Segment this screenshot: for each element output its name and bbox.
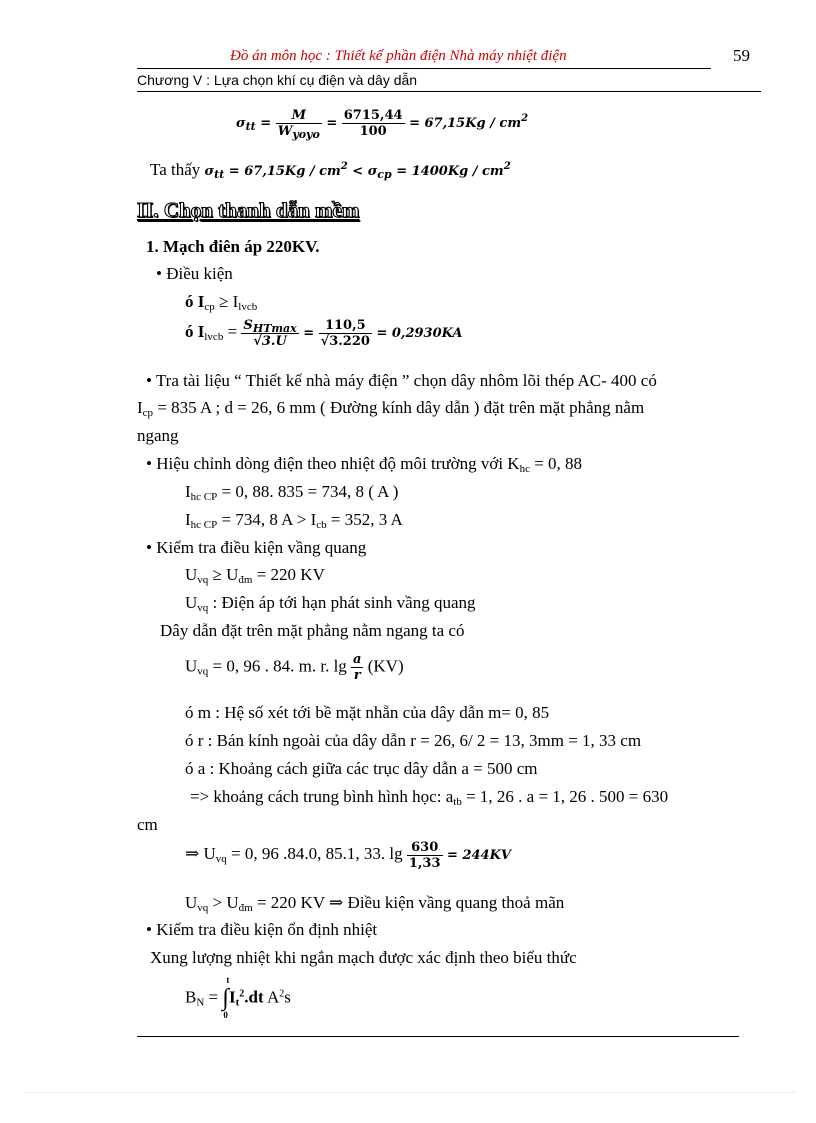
vang-quang-3: $U_{vq}$ : Điện áp tới hạn phát sinh vầng quang — [185, 593, 476, 614]
def-r: ó r : Bán kính ngoài của dây dẫn r = 26, 6/ 2 = 13, 3mm = 1, 33 cm — [185, 731, 642, 750]
header-title: Đồ án môn học : Thiết kế phần điện Nhà máy nhiệt điện — [230, 48, 567, 64]
integral-sign: ∫ t 0 — [222, 975, 230, 1020]
condition-2: ó $I_{lvcb}$ = $\frac{S_{HTmax}}{√3.U}$ = $\frac{110,5}{√3.220}$ = 0,2930KA — [185, 318, 463, 349]
vang-quang-formula: $U_{vq} = 0$, 96 . 84. m. r. lg $\frac{a}{r}$ (KV) — [185, 652, 404, 683]
hieu-chinh-2: $I_{hc CP} = 0$, 88. 835 = 734, 8 ( A ) — [185, 482, 399, 503]
subsection-title: 1. Mạch điên áp 220KV. — [146, 237, 320, 256]
vang-quang-1: • Kiểm tra điều kiện vầng quang — [146, 538, 367, 557]
vang-quang-ok: $U_{vq} > U_{đm} = 220$ KV ⇒ Điều kiện vầng quang thoả mãn — [185, 893, 565, 914]
header-divider — [137, 68, 711, 69]
def-atb: => khoảng cách trung bình hình học: $a_{tb} = 1$, 26 . a = 1, 26 . 500 = 630 — [190, 787, 669, 808]
hieu-chinh-1: • Hiệu chỉnh dòng điện theo nhiệt độ môi trường với $K_{hc} = 0$, 88 — [146, 454, 583, 475]
fraction-s-u: $\frac{S_{HTmax}}{√3.U}$ — [243, 318, 297, 349]
footer-divider — [137, 1036, 739, 1037]
vang-quang-4: Dây dẫn đặt trên mặt phẳng nằm ngang ta có — [160, 621, 465, 640]
section-title: II. Chọn thanh dẫn mềm — [137, 198, 360, 222]
paragraph-tra-2: $I_{cp} = 835$ A ; d = 26, 6 mm ( Đường kính dây dẫn ) đặt trên mặt phẳng nằm — [137, 398, 645, 419]
fraction-630-133: $\frac{630}{1,33}$ — [408, 840, 441, 871]
fraction-a-r: $\frac{a}{r}$ — [353, 652, 362, 683]
def-m: ó m : Hệ số xét tới bề mặt nhẵn của dây dẫn m= 0, 85 — [185, 703, 550, 722]
def-atb-unit: cm — [137, 815, 158, 834]
hieu-chinh-3: $I_{hc CP} = 734$, 8 $A > I_{cb} = 352$, 3 A — [185, 510, 403, 531]
condition-bullet: • Điều kiện — [156, 264, 233, 283]
chapter-divider — [137, 91, 761, 92]
fraction-110-5: $\frac{110,5}{√3.220}$ — [320, 318, 370, 349]
fraction-m-w: $\frac{M}{W_{yoyo}}$ — [277, 108, 320, 141]
comparison-line: Ta thấy $\sigma_{tt} = 67,15Kg / cm^2 < \sigma_{cp} = 1400Kg / cm^2$ — [150, 160, 511, 181]
on-dinh-nhiet-2: Xung lượng nhiệt khi ngắn mạch được xác định theo biểu thức — [150, 948, 577, 967]
page-number: 59 — [733, 46, 750, 65]
page-bottom-dotted-line — [25, 1092, 795, 1093]
paragraph-tra-3: ngang — [137, 426, 179, 445]
on-dinh-nhiet-1: • Kiểm tra điều kiện ổn định nhiệt — [146, 920, 378, 939]
chapter-title: Chương V : Lựa chọn khí cụ điện và dây dẫn — [137, 72, 418, 88]
def-a: ó a : Khoảng cách giữa các trục dây dẫn a = 500 cm — [185, 759, 538, 778]
calc-uvq: ⇒ $U_{vq} = 0$, 96 .84.0, 85.1, 33. lg $\frac{630}{1,33}$ = 244KV — [185, 840, 511, 871]
condition-1: ó $I_{cp} \ge I_{lvcb}$ — [185, 292, 258, 313]
fraction-values: $\frac{6715,44}{100}$ — [343, 108, 403, 139]
vang-quang-2: $U_{vq} \ge U_{đm} = 220$ KV — [185, 565, 325, 586]
bn-formula: $B_N$ = ∫ t 0 $I_t^2.dt$ $A^2s$ — [185, 975, 291, 1020]
equation-stress: $\sigma_{tt}$ = $\frac{M}{W_{yoyo}}$ = $\frac{6715,44}{100}$ = $67,15Kg / cm^2$ — [236, 108, 529, 141]
paragraph-tra-1: • Tra tài liệu “ Thiết kế nhà máy điện ” chọn dây nhôm lõi thép AC- 400 có — [146, 371, 657, 390]
